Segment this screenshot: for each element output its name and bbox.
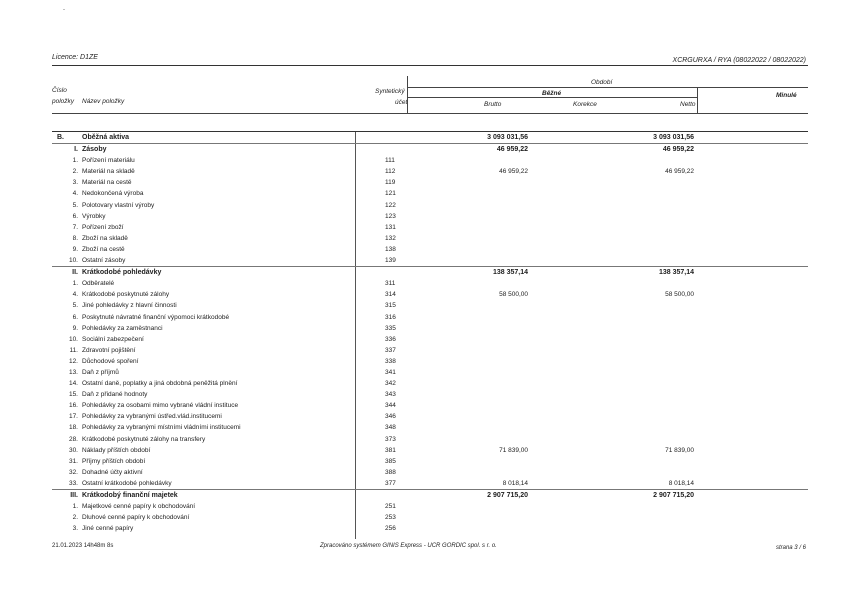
section-row [52,143,808,155]
row-account: 256 [385,525,396,533]
section-row [52,489,808,501]
row-number: 5. [72,302,78,310]
row-name: Ostatní krátkodobé pohledávky [82,479,172,487]
row-number: 18. [68,424,78,432]
row-account: 342 [385,380,396,388]
row-name: Dluhové cenné papíry k obchodování [82,514,190,522]
row-number: 3. [72,525,78,533]
col-obdobi: Období [591,79,613,86]
row-name: Pohledávky za osobami mimo vybrané vládní instituce [82,402,239,410]
row-name: Oběžná aktiva [82,134,130,141]
row-number: 10. [68,257,78,265]
row-number: 6. [72,212,78,220]
table-row [52,445,808,456]
row-number: II. [72,269,78,277]
table-row [52,233,808,244]
scan-speck [63,9,65,10]
row-netto: 138 357,14 [658,269,694,277]
col-korekce: Korekce [573,101,597,108]
table-row [52,289,808,300]
row-number: 2. [72,168,78,176]
row-account: 344 [385,402,396,410]
row-number: 1. [72,157,78,165]
row-account: 316 [385,313,396,321]
header-bezne-rule [407,97,697,98]
row-number: 2. [72,514,78,522]
col-ucet: účet [395,99,408,106]
table-row [52,255,808,266]
row-name: Příjmy příštích období [82,457,146,465]
row-number: B. [57,134,64,141]
row-number: 5. [72,201,78,209]
row-account: 251 [385,503,396,511]
row-brutto: 46 959,22 [496,146,528,154]
row-number: 9. [72,245,78,253]
row-brutto: 3 093 031,56 [487,134,528,141]
row-name: Nedokončená výroba [82,190,144,198]
table-row [52,389,808,400]
table-row [52,378,808,389]
row-name: Daň z příjmů [82,368,119,376]
row-number: 7. [72,223,78,231]
table-row [52,188,808,199]
row-name: Poskytnuté návratné finanční výpomoci krátkodobé [82,313,230,321]
row-name: Dohadné účty aktivní [82,468,143,476]
row-number: 32. [68,468,78,476]
row-account: 122 [385,201,396,209]
table-row [52,278,808,289]
report-id: XCRGURXA / RYA (08022022 / 08022022) [672,57,806,64]
row-netto: 2 907 715,20 [653,492,694,499]
section-row [52,266,808,278]
table-row [52,166,808,177]
row-account: 335 [385,324,396,332]
table-row [52,222,808,233]
row-netto: 3 093 031,56 [653,134,694,141]
col-netto: Netto [680,101,696,108]
row-account: 132 [385,234,396,242]
table-row [52,300,808,311]
row-netto: 46 959,22 [662,146,694,154]
row-number: 13. [68,368,78,376]
row-account: 377 [385,479,396,487]
header-obdobi-rule [407,87,808,88]
row-number: 15. [68,391,78,399]
row-number: III. [70,492,78,499]
table-row [52,478,808,489]
header-minule-divider [697,87,698,113]
row-name: Pohledávky za vybranými místními vládními institucemi [82,424,241,432]
print-timestamp: 21.01.2023 14h48m 8s [52,543,114,549]
table-row [52,367,808,378]
row-name: Daň z přidané hodnoty [82,391,148,399]
licence-label: Licence: D1ZE [52,54,98,61]
row-brutto: 8 018,14 [502,479,528,487]
row-name: Zdravotní pojištění [82,346,136,354]
row-number: 11. [69,346,78,354]
row-number: 12. [68,357,78,365]
row-number: 4. [72,291,78,299]
row-number: 16. [68,402,78,410]
row-account: 348 [385,424,396,432]
row-netto: 46 959,22 [665,168,694,176]
row-name: Materiál na skladě [82,168,135,176]
row-account: 123 [385,212,396,220]
row-name: Krátkodobé poskytnuté zálohy [82,291,170,299]
col-synteticky: Syntetický [375,88,405,95]
header-bottom-rule [52,113,808,114]
row-number: 6. [72,313,78,321]
row-account: 315 [385,302,396,310]
row-account: 346 [385,413,396,421]
table-row [52,323,808,334]
table-row [52,345,808,356]
row-account: 381 [385,446,396,454]
table-row [52,356,808,367]
row-number: 9. [72,324,78,332]
row-netto: 8 018,14 [668,479,694,487]
row-name: Ostatní zásoby [82,257,126,265]
row-account: 111 [385,157,395,165]
row-name: Krátkodobé poskytnuté zálohy na transfery [82,435,206,443]
row-number: I. [74,146,78,154]
table-row [52,467,808,478]
row-name: Ostatní daně, poplatky a jiná obdobná peněžitá plnění [82,380,238,388]
table-row [52,422,808,433]
row-number: 3. [72,179,78,187]
row-brutto: 138 357,14 [492,269,528,277]
row-name: Krátkodobé pohledávky [82,269,162,277]
row-name: Pohledávky za vybranými ústřed.vlád.institucemi [82,413,222,421]
row-account: 373 [385,435,396,443]
row-account: 338 [385,357,396,365]
row-account: 131 [385,223,396,231]
row-number: 8. [72,234,78,242]
header-rule [52,65,808,66]
row-name: Zásoby [82,146,107,154]
row-brutto: 58 500,00 [499,291,528,299]
table-row [52,501,808,512]
row-brutto: 46 959,22 [499,168,528,176]
row-name: Polotovary vlastní výroby [82,201,155,209]
row-number: 1. [72,503,78,511]
table-row [52,456,808,467]
row-account: 336 [385,335,396,343]
row-number: 28. [68,435,78,443]
row-number: 4. [72,190,78,198]
header-divider [407,76,408,113]
table-row [52,244,808,255]
row-name: Pořízení materiálu [82,157,135,165]
row-number: 1. [72,280,78,288]
row-name: Výrobky [82,212,106,220]
col-nazev: Název položky [82,98,125,105]
row-account: 343 [385,391,396,399]
row-number: 17. [68,413,78,421]
row-name: Pořízení zboží [82,223,124,231]
row-account: 314 [385,291,396,299]
row-number: 10. [68,335,78,343]
row-brutto: 71 839,00 [499,446,528,454]
row-account: 121 [385,190,396,198]
row-name: Zboží na cestě [82,245,125,253]
table-row [52,434,808,445]
row-netto: 71 839,00 [665,446,694,454]
table-row [52,400,808,411]
row-account: 341 [385,368,396,376]
row-brutto: 2 907 715,20 [487,492,528,499]
table-row [52,523,808,534]
row-name: Náklady příštích období [82,446,151,454]
row-account: 388 [385,468,396,476]
col-cislo-2: položky [52,98,75,105]
table-row [52,211,808,222]
row-number: 33. [68,479,78,487]
row-account: 138 [385,245,396,253]
col-cislo-1: Číslo [52,87,67,94]
row-account: 311 [385,280,396,288]
row-account: 139 [385,257,396,265]
table-row [52,177,808,188]
col-brutto: Brutto [484,101,502,108]
row-account: 119 [385,179,396,187]
table-row [52,334,808,345]
row-account: 112 [385,168,396,176]
col-minule: Minulé [776,92,797,99]
table-row [52,155,808,166]
row-name: Zboží na skladě [82,234,128,242]
table-row [52,312,808,323]
table-row [52,512,808,523]
table-row [52,411,808,422]
row-name: Odběratelé [82,280,115,288]
section-row [52,131,808,143]
col-bezne: Běžné [542,90,562,97]
row-account: 337 [385,346,396,354]
row-account: 253 [385,514,396,522]
row-number: 14. [68,380,78,388]
row-name: Materiál na cestě [82,179,132,187]
row-name: Krátkodobý finanční majetek [82,492,178,499]
row-name: Pohledávky za zaměstnanci [82,324,163,332]
row-name: Jiné cenné papíry [82,525,134,533]
row-number: 31. [68,457,78,465]
row-name: Jiné pohledávky z hlavní činnosti [82,302,177,310]
table-row [52,200,808,211]
row-number: 30. [68,446,78,454]
system-credit: Zpracováno systémem GINIS Express - UCR GORDIC spol. s r. o. [320,543,497,549]
row-account: 385 [385,457,396,465]
row-name: Důchodové spoření [82,357,139,365]
page-number: strana 3 / 6 [775,545,806,551]
row-netto: 58 500,00 [665,291,694,299]
balance-table [52,131,808,534]
row-name: Sociální zabezpečení [82,335,144,343]
row-name: Majetkové cenné papíry k obchodování [82,503,196,511]
